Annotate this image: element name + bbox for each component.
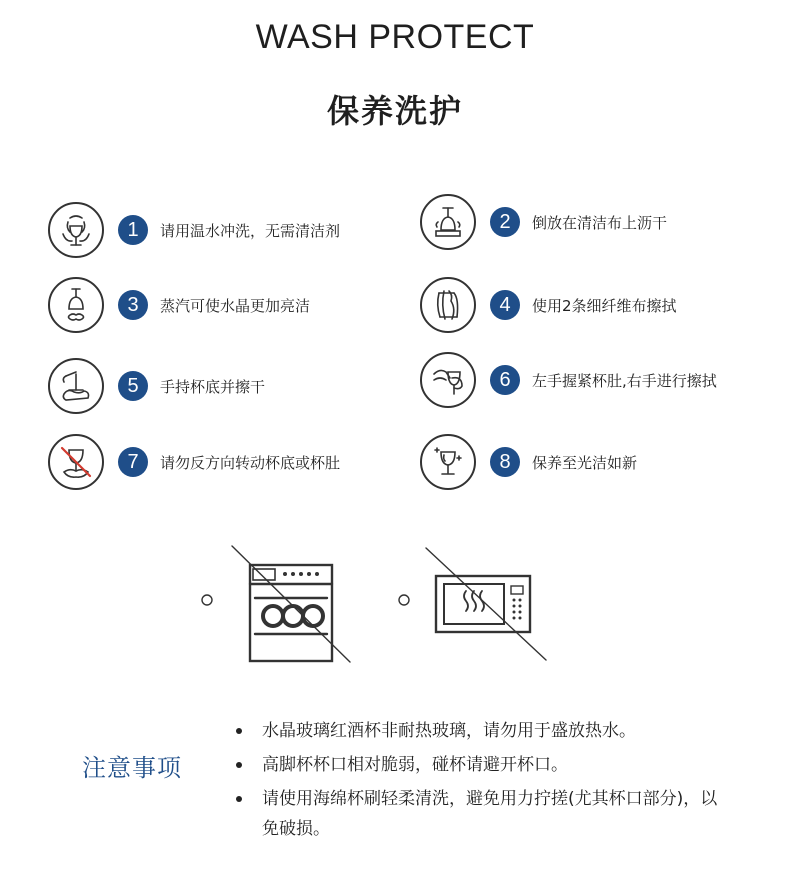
bullet-circle-icon: [202, 595, 212, 605]
step-number: 4: [490, 290, 520, 320]
page-title-cn: 保养洗护: [326, 92, 463, 130]
step-5: [48, 356, 265, 416]
note-item: 请使用海绵杯刷轻柔清洗，避免用力拧搓(尤其杯口部分)，以免破损。: [232, 784, 732, 844]
step-number: 7: [118, 447, 148, 477]
step-label: 保养至光洁如新: [532, 453, 638, 472]
notes-list: [232, 716, 732, 848]
step-label: 使用2条细纤维布擦拭: [532, 296, 677, 315]
step-label: 蒸汽可使水晶更加亮洁: [160, 296, 311, 315]
hold-base-icon: [48, 358, 104, 414]
step-2: [420, 192, 667, 252]
hands-washing-glass-icon: [48, 202, 104, 258]
note-item: 高脚杯杯口相对脆弱，碰杯请避开杯口。: [232, 750, 732, 780]
notes-title: 注意事项: [82, 754, 182, 782]
appliance-warnings: [0, 540, 790, 670]
step-label: 手持杯底并擦干: [160, 377, 266, 396]
step-number: 3: [118, 290, 148, 320]
step-number: 8: [490, 447, 520, 477]
step-label: 请勿反方向转动杯底或杯肚: [160, 453, 341, 472]
step-4: [420, 275, 677, 335]
step-number: 5: [118, 371, 148, 401]
step-3: [48, 275, 310, 335]
cloth-icon: [420, 277, 476, 333]
step-label: 左手握紧杯肚,右手进行擦拭: [532, 371, 717, 390]
microwave-prohibited-icon: [426, 548, 546, 660]
step-number: 6: [490, 365, 520, 395]
step-8: [420, 432, 637, 492]
page-title-en: WASH PROTECT: [255, 18, 535, 56]
shiny-glass-icon: [420, 434, 476, 490]
bullet-circle-icon: [399, 595, 409, 605]
step-6: [420, 350, 717, 410]
hold-bowl-icon: [420, 352, 476, 408]
no-twist-icon: [48, 434, 104, 490]
step-label: 倒放在清洁布上沥干: [532, 213, 668, 232]
dishwasher-prohibited-icon: [232, 546, 350, 662]
step-7: [48, 432, 340, 492]
steam-glass-icon: [48, 277, 104, 333]
step-1: [48, 200, 340, 260]
step-label: 请用温水冲洗，无需清洁剂: [160, 221, 341, 240]
upside-down-glass-icon: [420, 194, 476, 250]
step-number: 2: [490, 207, 520, 237]
note-item: 水晶玻璃红酒杯非耐热玻璃，请勿用于盛放热水。: [232, 716, 732, 746]
step-number: 1: [118, 215, 148, 245]
